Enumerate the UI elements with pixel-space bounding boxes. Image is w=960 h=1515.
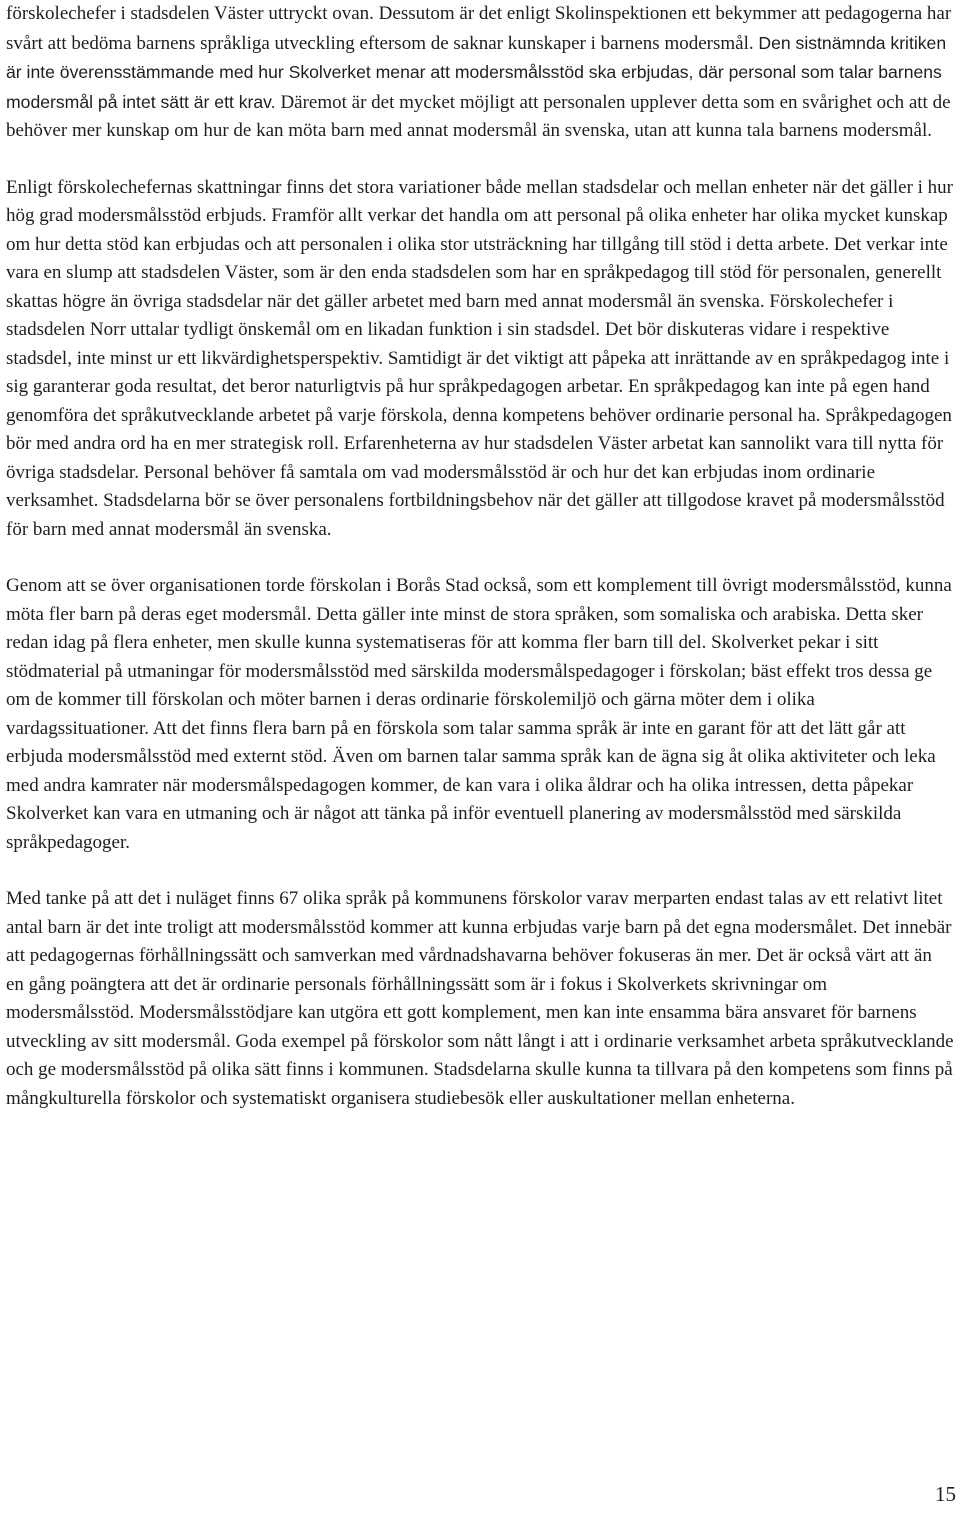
paragraph-2 xyxy=(6,174,954,545)
paragraph-4 xyxy=(6,885,954,1113)
paragraph-1-segment-3: Däremot är det mycket möjligt att personalen upplever detta som en svårighet och att de behöver mer kunskap om hur de kan möta barn med annat modersmål än svenska, utan att kunna tala barnens modersmål. xyxy=(6,91,951,141)
paragraph-1 xyxy=(6,0,954,146)
paragraph-2-text: Enligt förskolechefernas skattningar finns det stora variationer både mellan stadsdelar och mellan enheter när det gäller i hur hög grad modersmålsstöd erbjuds. Framför allt verkar det handla om att personal på olika enheter har olika mycket kunskap om hur detta stöd kan erbjudas och att personalen i olika stor utsträckning har tillgång till stöd i detta arbete. Det verkar inte vara en slump att stadsdelen Väster, som är den enda stadsdelen som har en språkpedagog till stöd för personalen, generellt skattas högre än övriga stadsdelar när det gäller arbetet med barn med annat modersmål än svenska. Förskolechefer i stadsdelen Norr uttalar tydligt önskemål om en likadan funktion i sin stadsdel. Det bör diskuteras vidare i respektive stadsdel, inte minst ur ett likvärdighetsperspektiv. Samtidigt är det viktigt att påpeka att inrättande av en språkpedagog inte i sig garanterar goda resultat, det beror naturligtvis på hur språkpedagogen arbetar. En språkpedagog kan inte på egen hand genomföra det språkutvecklande arbetet på varje förskola, denna kompetens behöver ordinarie personal ha. Språkpedagogen bör med andra ord ha en mer strategisk roll. Erfarenheterna av hur stadsdelen Väster arbetat kan sannolikt vara till nytta för övriga stadsdelar. Personal behöver få samtala om vad modersmålsstöd är och hur det kan erbjudas inom ordinarie verksamhet. Stadsdelarna bör se över personalens fortbildningsbehov när det gäller att tillgodose kravet på modersmålsstöd för barn med annat modersmål än svenska. xyxy=(6,176,954,540)
paragraph-1-segment-2: Den sistnämnda kritiken är inte överensstämmande med hur Skolverket menar att modersmålsstöd ska erbjudas, där personal som talar barnens modersmål på intet sätt är ett krav. xyxy=(6,32,947,112)
paragraph-1-segment-1: förskolechefer i stadsdelen Väster uttryckt ovan. Dessutom är det enligt Skolinspektionen ett bekymmer att pedagogerna har svårt att bedöma barnens språkliga utveckling eftersom de saknar kunskaper i barnens modersmål. xyxy=(6,3,952,54)
page-number: 15 xyxy=(935,1482,956,1506)
paragraph-4-text: Med tanke på att det i nuläget finns 67 olika språk på kommunens förskolor varav merparten endast talas av ett relativt litet antal barn är det inte troligt att modersmålsstöd kommer att kunna erbjudas varje barn på det egna modersmålet. Det innebär att pedagogernas förhållningssätt och samverkan med vårdnadshavarna behöver fokuseras än mer. Det är också värt att än en gång poängtera att det är ordinarie personals förhållningssätt som är i fokus i Skolverkets skrivningar om modersmålsstöd. Modersmålsstödjare kan utgöra ett gott komplement, men kan inte ensamma bära ansvaret för barnens utveckling av sitt modersmål. Goda exempel på förskolor som nått långt i att i ordinarie verksamhet arbeta språkutvecklande och ge modersmålsstöd på olika sätt finns i kommunen. Stadsdelarna skulle kunna ta tillvara på den kompetens som finns på mångkulturella förskolor och systematiskt organisera studiebesök eller auskultationer mellan enheterna. xyxy=(6,888,954,1109)
paragraph-3 xyxy=(6,572,954,857)
paragraph-3-text: Genom att se över organisationen torde förskolan i Borås Stad också, som ett komplement till övrigt modersmålsstöd, kunna möta fler barn på deras eget modersmål. Detta gäller inte minst de stora språken, som somaliska och arabiska. Detta sker redan idag på flera enheter, men skulle kunna systematiseras för att komma fler barn till del. Skolverket pekar i sitt stödmaterial på utmaningar för modersmålsstöd med särskilda modersmålspedagoger i förskolan; bäst effekt tros dessa ge om de kommer till förskolan och möter barnen i deras ordinarie förskolemiljö och gärna möter dem i olika vardagssituationer. Att det finns flera barn på en förskola som talar samma språk är inte en garant för att det lätt går att erbjuda modersmålsstöd med externt stöd. Även om barnen talar samma språk kan de ägna sig åt olika aktiviteter och leka med andra kamrater när modersmålspedagogen kommer, de kan vara i olika åldrar och ha olika intressen, detta påpekar Skolverket kan vara en utmaning och är något att tänka på inför eventuell planering av modersmålsstöd med särskilda språkpedagoger. xyxy=(6,575,952,853)
